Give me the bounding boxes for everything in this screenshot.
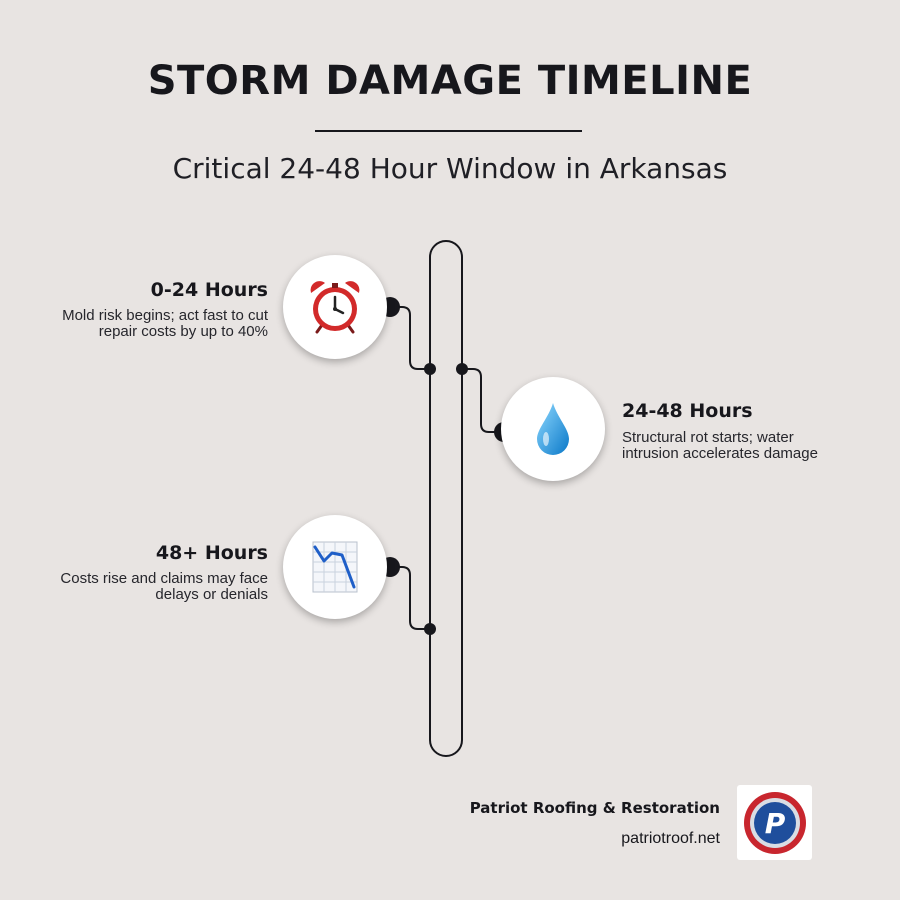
alarm-clock-icon (305, 277, 365, 337)
water-droplet-icon (533, 401, 573, 457)
patriot-shield-logo (742, 790, 808, 856)
step-1-title: 0-24 Hours (150, 279, 268, 301)
connector-step-2 (462, 369, 504, 432)
company-name: Patriot Roofing & Restoration (469, 799, 720, 817)
timeline-track (430, 241, 462, 756)
track-dot-step-1 (424, 363, 436, 375)
logo-letter: P (764, 806, 785, 840)
track-dot-step-2 (456, 363, 468, 375)
step-2-description: Structural rot starts; water intrusion accelerates damage (622, 429, 818, 462)
company-logo (737, 785, 812, 860)
page-subtitle: Critical 24-48 Hour Window in Arkansas (172, 152, 728, 185)
step-1-icon-circle (283, 255, 387, 359)
step-2-icon-circle (501, 377, 605, 481)
connector-step-3 (390, 567, 430, 629)
page-title: STORM DAMAGE TIMELINE (147, 58, 753, 104)
connector-step-1 (390, 307, 430, 369)
step-3-icon-circle (283, 515, 387, 619)
step-3-title: 48+ Hours (155, 542, 268, 564)
step-2-title: 24-48 Hours (622, 400, 753, 422)
track-dot-step-3 (424, 623, 436, 635)
company-url[interactable]: patriotroof.net (621, 830, 720, 847)
step-1-description: Mold risk begins; act fast to cut repair costs by up to 40% (62, 307, 268, 340)
step-3-description: Costs rise and claims may face delays or denials (60, 570, 268, 603)
chart-decreasing-icon (312, 541, 358, 593)
